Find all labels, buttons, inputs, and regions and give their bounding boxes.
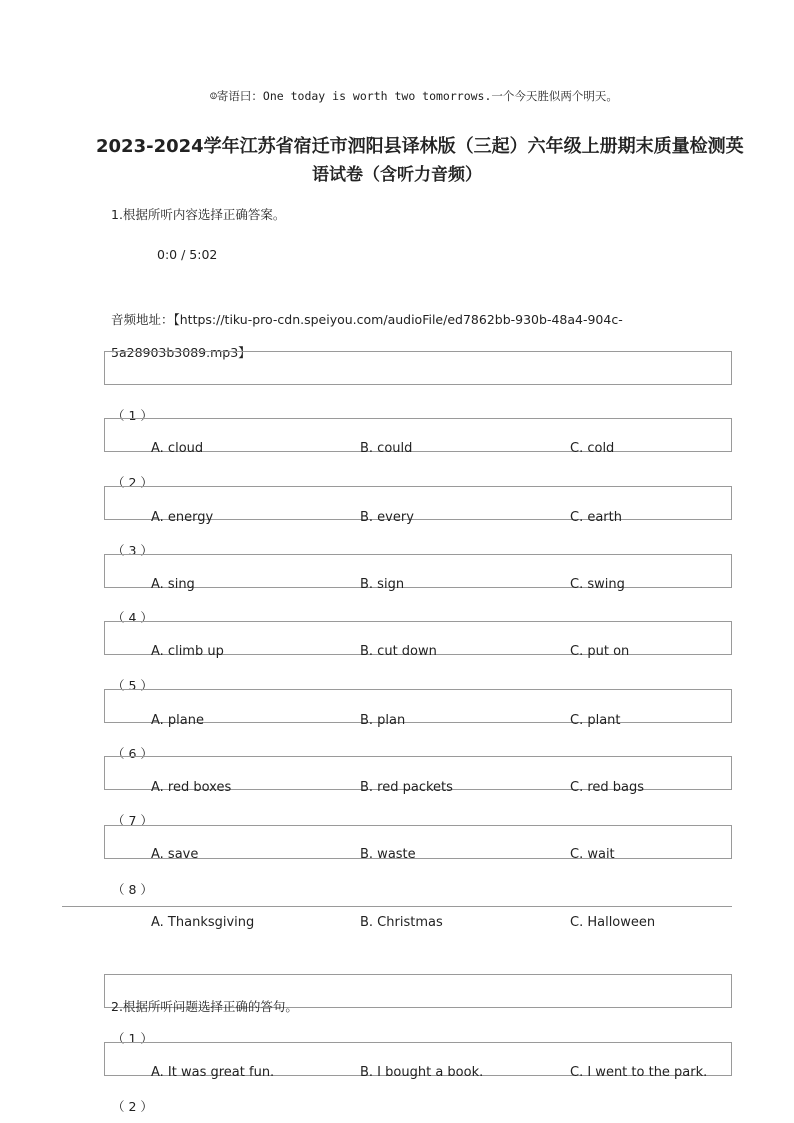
option-b[interactable]: B. cut down <box>360 644 437 659</box>
option-b[interactable]: B. sign <box>360 577 405 592</box>
option-c[interactable]: C. Halloween <box>570 915 656 930</box>
answer-box[interactable] <box>104 554 732 588</box>
item-number: （ 2 ） <box>112 475 153 490</box>
option-c[interactable]: C. cold <box>570 441 615 456</box>
item-number: （ 4 ） <box>112 610 153 625</box>
item-number: （ 1 ） <box>112 408 153 423</box>
item-number: （ 6 ） <box>112 746 153 761</box>
option-c[interactable]: C. red bags <box>570 780 645 795</box>
option-b[interactable]: B. red packets <box>360 780 453 795</box>
option-c[interactable]: C. put on <box>570 644 630 659</box>
option-c[interactable]: C. wait <box>570 847 615 862</box>
question-1-heading: 1.根据所听内容选择正确答案。 <box>111 207 286 222</box>
option-a[interactable]: A. It was great fun. <box>151 1065 275 1080</box>
page-title <box>0 133 794 189</box>
option-c[interactable]: C. I went to the park. <box>570 1065 708 1080</box>
item-number: （ 8 ） <box>112 882 153 897</box>
option-a[interactable]: A. climb up <box>151 644 224 659</box>
question-2-heading: 2.根据所听问题选择正确的答句。 <box>111 999 298 1014</box>
item-number: （ 3 ） <box>112 543 153 558</box>
motto: ☺寄语曰：One today is worth two tomorrows.一个今天胜似两个明天。 <box>210 89 618 103</box>
title-line-1: 2023-2024学年江苏省宿迁市泗阳县译林版（三起）六年级上册期末质量检测英 <box>96 136 744 157</box>
audio-time[interactable]: 0:0 / 5:02 <box>157 247 218 262</box>
option-b[interactable]: B. waste <box>360 847 416 862</box>
option-b[interactable]: B. every <box>360 510 414 525</box>
title-line-2: 语试卷（含听力音频） <box>312 165 482 185</box>
option-a[interactable]: A. save <box>151 847 199 862</box>
option-a[interactable]: A. plane <box>151 713 204 728</box>
option-a[interactable]: A. energy <box>151 510 214 525</box>
item-number: （ 5 ） <box>112 678 153 693</box>
audio-url-line-1: 音频地址：【https://tiku-pro-cdn.speiyou.com/audioFile/ed7862bb-930b-48a4-904c- <box>111 312 623 327</box>
option-a[interactable]: A. cloud <box>151 441 204 456</box>
answer-box[interactable] <box>104 351 732 385</box>
option-b[interactable]: B. Christmas <box>360 915 443 930</box>
option-b[interactable]: B. I bought a book. <box>360 1065 484 1080</box>
option-c[interactable]: C. plant <box>570 713 621 728</box>
option-a[interactable]: A. red boxes <box>151 780 232 795</box>
option-c[interactable]: C. earth <box>570 510 622 525</box>
option-b[interactable]: B. plan <box>360 713 406 728</box>
option-b[interactable]: B. could <box>360 441 413 456</box>
option-a[interactable]: A. Thanksgiving <box>151 915 255 930</box>
divider <box>62 906 732 907</box>
item-number: （ 1 ） <box>112 1031 153 1046</box>
item-number: （ 7 ） <box>112 813 153 828</box>
audio-url-line-2: 5a28903b3089.mp3】 <box>111 345 251 360</box>
item-number: （ 2 ） <box>112 1099 153 1114</box>
option-a[interactable]: A. sing <box>151 577 195 592</box>
option-c[interactable]: C. swing <box>570 577 625 592</box>
